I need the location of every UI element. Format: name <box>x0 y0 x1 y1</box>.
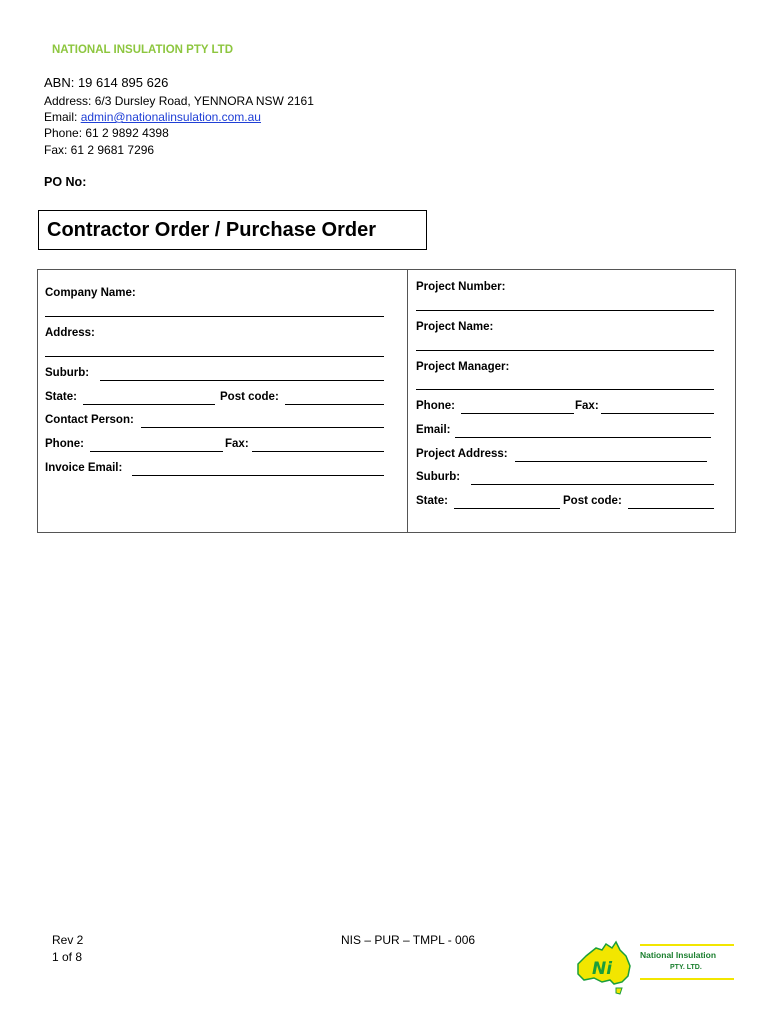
invoice-email-label: Invoice Email: <box>45 462 123 474</box>
project-number-label: Project Number: <box>416 281 506 293</box>
project-manager-field[interactable] <box>416 389 714 390</box>
contact-person-label: Contact Person: <box>45 414 134 426</box>
project-fax-label: Fax: <box>575 400 599 412</box>
email-label: Email: <box>44 110 81 124</box>
state-field[interactable] <box>83 404 215 405</box>
project-phone-label: Phone: <box>416 400 455 412</box>
suburb-label: Suburb: <box>45 367 90 379</box>
project-email-field[interactable] <box>455 437 711 438</box>
svg-text:Ni: Ni <box>592 959 613 979</box>
australia-map-icon <box>572 938 642 998</box>
po-number-label: PO No: <box>44 175 87 189</box>
project-manager-label: Project Manager: <box>416 361 510 373</box>
project-phone-field[interactable] <box>461 413 574 414</box>
address-label: Address: <box>45 327 95 339</box>
invoice-email-field[interactable] <box>132 475 384 476</box>
project-name-label: Project Name: <box>416 321 494 333</box>
logo-text-pty: PTY. LTD. <box>670 964 702 971</box>
fax-label: Fax: <box>225 438 249 450</box>
project-name-field[interactable] <box>416 350 714 351</box>
project-post-code-label: Post code: <box>563 495 622 507</box>
contact-person-field[interactable] <box>141 427 384 428</box>
logo-text-name: National Insulation <box>640 950 717 960</box>
suburb-field[interactable] <box>100 380 384 381</box>
project-state-label: State: <box>416 495 448 507</box>
company-name-label: Company Name: <box>45 287 136 299</box>
address-field[interactable] <box>45 356 384 357</box>
phone-label: Phone: <box>45 438 84 450</box>
project-address-field[interactable] <box>515 461 707 462</box>
column-divider <box>407 270 408 532</box>
logo-rule-bottom <box>640 978 734 980</box>
footer-left <box>52 932 83 966</box>
order-form-table <box>37 269 736 533</box>
project-suburb-field[interactable] <box>471 484 714 485</box>
project-fax-field[interactable] <box>601 413 714 414</box>
post-code-field[interactable] <box>285 404 384 405</box>
company-heading: NATIONAL INSULATION PTY LTD <box>52 44 234 56</box>
title-text: Contractor Order / Purchase Order <box>47 218 376 241</box>
document-title <box>38 210 427 250</box>
revision: Rev 2 <box>52 933 84 947</box>
fax-field[interactable] <box>252 451 384 452</box>
document-code: NIS – PUR – TMPL - 006 <box>341 933 476 947</box>
post-code-label: Post code: <box>220 391 279 403</box>
project-post-code-field[interactable] <box>628 508 714 509</box>
fax: Fax: 61 2 9681 7296 <box>44 143 155 157</box>
address: Address: 6/3 Dursley Road, YENNORA NSW 2161 <box>44 94 314 108</box>
email-row <box>44 109 261 125</box>
project-address-label: Project Address: <box>416 448 508 460</box>
logo-rule-top <box>640 944 734 946</box>
project-state-field[interactable] <box>454 508 560 509</box>
page-number: 1 of 8 <box>52 950 83 964</box>
project-suburb-label: Suburb: <box>416 471 461 483</box>
phone-field[interactable] <box>90 451 223 452</box>
company-logo <box>572 938 738 1000</box>
project-number-field[interactable] <box>416 310 714 311</box>
abn: ABN: 19 614 895 626 <box>44 75 169 90</box>
company-name-field[interactable] <box>45 316 384 317</box>
state-label: State: <box>45 391 77 403</box>
phone: Phone: 61 2 9892 4398 <box>44 126 169 140</box>
email-link[interactable]: admin@nationalinsulation.com.au <box>80 110 261 124</box>
project-email-label: Email: <box>416 424 451 436</box>
